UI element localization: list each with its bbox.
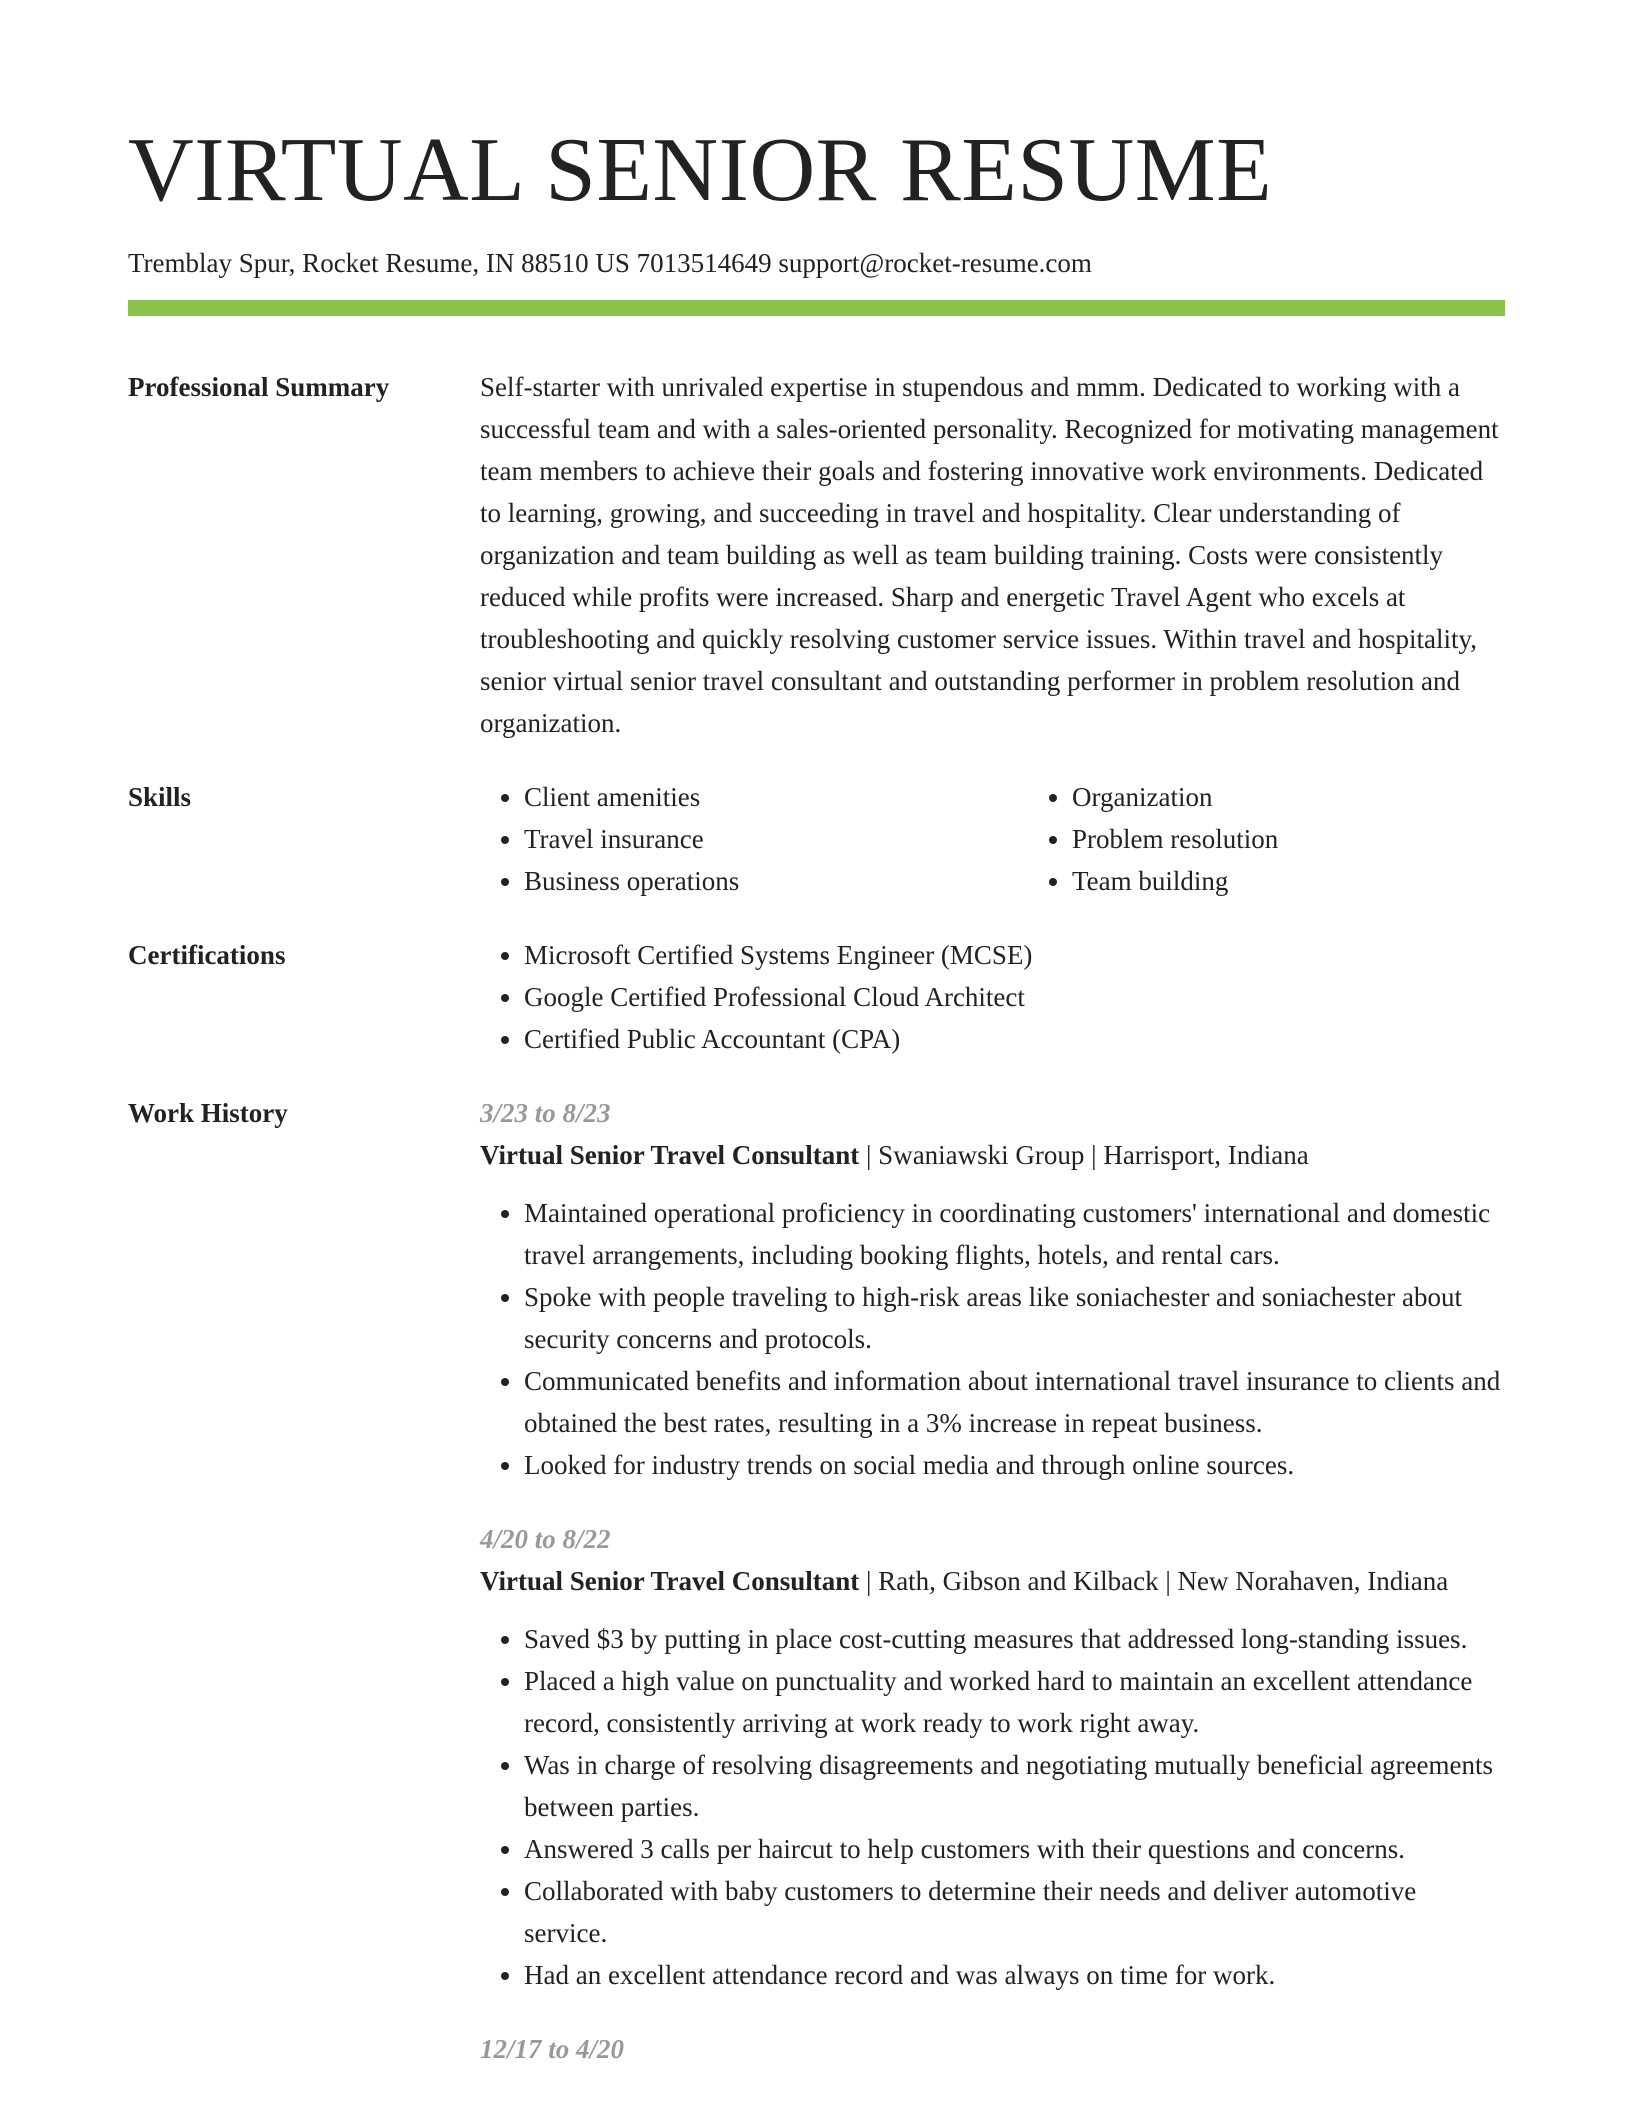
section-professional-summary (128, 366, 1505, 744)
job-entry (480, 1092, 1505, 1486)
summary-text: Self-starter with unrivaled expertise in stupendous and mmm. Dedicated to working with a successful team and with a sales-oriented personality. Recognized for motivating management team members to achieve their goals and fostering innovative work environments. Dedicated to learning, growing, and succeeding in travel and hospitality. Clear understanding of organization and team building as well as team building training. Costs were consistently reduced while profits were increased. Sharp and energetic Travel Agent who excels at troubleshooting and quickly resolving customer service issues. Within travel and hospitality, senior virtual senior travel consultant and outstanding performer in problem resolution and organization. (480, 372, 1499, 738)
contact-line: Tremblay Spur, Rocket Resume, IN 88510 US 7013514649 support@rocket-resume.com (128, 248, 1092, 278)
section-label: Skills (128, 782, 192, 812)
certifications-body (480, 934, 1505, 1060)
job-dates: 12/17 to 4/20 (480, 2034, 625, 2064)
job-company-location: | Rath, Gibson and Kilback | New Norahaven, Indiana (859, 1566, 1449, 1596)
job-bullets (480, 1192, 1505, 1486)
skill-item: • Travel insurance (524, 818, 1028, 860)
job-bullet: • Had an excellent attendance record and was always on time for work. (524, 1954, 1505, 1996)
job-bullet: • Communicated benefits and information about international travel insurance to clients and obtained the best rates, resulting in a 3% increase in repeat business. (524, 1360, 1505, 1444)
job-dates: 4/20 to 8/22 (480, 1524, 611, 1554)
skills-column-2 (1028, 776, 1576, 902)
section-label: Work History (128, 1098, 288, 1128)
section-label: Professional Summary (128, 372, 390, 402)
job-title-line (480, 1560, 1505, 1602)
section-certifications (128, 934, 1505, 1060)
job-entry (480, 2028, 1505, 2070)
skill-item: • Team building (1072, 860, 1576, 902)
job-bullet: • Spoke with people traveling to high-risk areas like soniachester and soniachester about security concerns and protocols. (524, 1276, 1505, 1360)
job-company-location: | Swaniawski Group | Harrisport, Indiana (859, 1140, 1309, 1170)
skills-grid (480, 776, 1576, 902)
section-skills (128, 776, 1505, 902)
job-title: Virtual Senior Travel Consultant (480, 1140, 860, 1170)
job-bullet: • Maintained operational proficiency in coordinating customers' international and domestic travel arrangements, including booking flights, hotels, and rental cars. (524, 1192, 1505, 1276)
work-history-body (480, 1092, 1505, 2102)
job-bullet: • Answered 3 calls per haircut to help customers with their questions and concerns. (524, 1828, 1505, 1870)
skill-item: • Client amenities (524, 776, 1028, 818)
section-work-history (128, 1092, 1505, 2102)
skill-item: • Organization (1072, 776, 1576, 818)
certification-item: • Microsoft Certified Systems Engineer (MCSE) (524, 934, 1505, 976)
job-title: Virtual Senior Travel Consultant (480, 1566, 860, 1596)
job-bullet: • Was in charge of resolving disagreements and negotiating mutually beneficial agreements between parties. (524, 1744, 1505, 1828)
header-divider (128, 300, 1505, 316)
job-bullet: • Placed a high value on punctuality and worked hard to maintain an excellent attendance record, consistently arriving at work ready to work right away. (524, 1660, 1505, 1744)
skill-item: • Problem resolution (1072, 818, 1576, 860)
resume-title: VIRTUAL SENIOR RESUME (128, 119, 1273, 220)
job-bullets (480, 1618, 1505, 1996)
job-bullet: • Looked for industry trends on social media and through online sources. (524, 1444, 1505, 1486)
job-dates: 3/23 to 8/23 (480, 1098, 611, 1128)
certifications-list (480, 934, 1505, 1060)
resume-page (128, 0, 1505, 2102)
skill-item: • Business operations (524, 860, 1028, 902)
job-bullet: • Saved $3 by putting in place cost-cutting measures that addressed long-standing issues. (524, 1618, 1505, 1660)
certification-item: • Certified Public Accountant (CPA) (524, 1018, 1505, 1060)
job-title-line (480, 1134, 1505, 1176)
certification-item: • Google Certified Professional Cloud Architect (524, 976, 1505, 1018)
job-bullet: • Collaborated with baby customers to determine their needs and deliver automotive service. (524, 1870, 1505, 1954)
skills-column-1 (480, 776, 1028, 902)
section-label: Certifications (128, 940, 286, 970)
job-entry (480, 1518, 1505, 1996)
